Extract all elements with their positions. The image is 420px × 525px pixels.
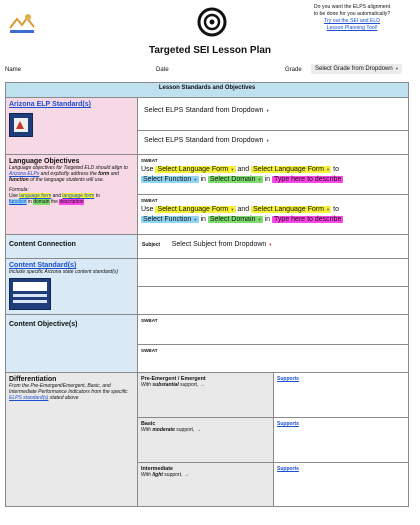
- level-name: Basic: [141, 421, 156, 427]
- grade-dropdown-value: Select Grade from Dropdown: [315, 66, 393, 72]
- elps-dropdown-1-value: Select ELPS Standard from Dropdown: [144, 107, 264, 114]
- chevron-down-icon: ▾: [395, 66, 398, 71]
- grade-label: Grade: [285, 67, 302, 73]
- level-support: With moderate support, →: [141, 427, 201, 433]
- subject-label: Subject: [142, 242, 161, 248]
- chevron-down-icon: ▾: [326, 207, 330, 212]
- description-input[interactable]: Type here to describe: [274, 216, 342, 223]
- lesson-plan-table: [5, 82, 409, 507]
- supports-cell: [274, 373, 409, 418]
- language-objectives-cell: [6, 155, 138, 235]
- swbat-label: SWBAT: [141, 198, 158, 203]
- subject-row: [138, 235, 409, 259]
- domain-dropdown[interactable]: Select Domain ▾: [209, 176, 261, 183]
- name-label: Name: [5, 67, 22, 73]
- date-label: Date: [156, 67, 169, 73]
- content-standards-desc: Include specific Arizona state content standard(s): [9, 269, 119, 275]
- content-standard-field-2[interactable]: [138, 287, 409, 315]
- chevron-down-icon: ▾: [231, 207, 234, 212]
- content-objective-field-2[interactable]: [138, 345, 409, 373]
- tool-link-2[interactable]: Lesson Planning Tool!: [326, 25, 378, 31]
- swbat-label: SWBAT: [141, 158, 158, 163]
- content-connection-title: Content Connection: [9, 241, 76, 248]
- level-basic: [138, 418, 274, 463]
- elps-standards-link[interactable]: ELPS standard(s): [9, 395, 49, 402]
- level-pre-emergent: [138, 373, 274, 418]
- differentiation-title: Differentiation: [9, 376, 57, 383]
- arizona-logo: [8, 10, 42, 36]
- differentiation-desc: From the Pre-Emergent/Emergent, Basic, and Intermediate Performance Indicators from the specific ELPS standard(s) stated above: [9, 383, 128, 402]
- chevron-down-icon: ▾: [266, 108, 269, 113]
- tool-link-1[interactable]: Try out the SEI and ELD: [323, 18, 381, 24]
- content-standards-cell: [6, 259, 138, 315]
- grade-dropdown[interactable]: [311, 64, 402, 74]
- elps-dropdown-2-value: Select ELPS Standard from Dropdown: [144, 137, 264, 144]
- arizona-badge: [9, 113, 33, 137]
- tip-line-2: to be done for you automatically?: [313, 11, 391, 17]
- content-standards-badge: [9, 278, 51, 310]
- description-input[interactable]: Type here to describe: [274, 176, 342, 183]
- chevron-down-icon: ▾: [326, 167, 330, 172]
- function-dropdown[interactable]: Select Function ▾: [143, 216, 197, 223]
- page-title: Targeted SEI Lesson Plan: [148, 45, 272, 56]
- swbat-label: SWBAT: [141, 318, 158, 323]
- chevron-down-icon: ▾: [194, 177, 197, 182]
- chevron-down-icon: ▾: [231, 167, 234, 172]
- language-objective-row-2: SWBAT Use Select Language Form ▾ and Select Language Form ▾ to Select Function ▾ in Select Domain ▾ in Type here to describe: [138, 195, 409, 235]
- content-standard-field-1[interactable]: [138, 259, 409, 287]
- level-name: Pre-Emergent / Emergent: [141, 376, 206, 382]
- arizona-elps-link[interactable]: Arizona ELPs: [9, 171, 40, 178]
- chevron-down-icon: ▾: [269, 242, 272, 247]
- language-objective-row-1: SWBAT Use Select Language Form ▾ and Select Language Form ▾ to Select Function ▾ in Select Domain ▾ in Type here to describe: [138, 155, 409, 195]
- language-form-dropdown[interactable]: Select Language Form ▾: [157, 166, 234, 173]
- chevron-down-icon: ▾: [258, 217, 261, 222]
- swbat-label: SWBAT: [141, 348, 158, 353]
- chevron-down-icon: ▾: [258, 177, 261, 182]
- elps-label-cell: [6, 98, 138, 155]
- chevron-down-icon: ▾: [266, 138, 269, 143]
- function-dropdown[interactable]: Select Function ▾: [143, 176, 197, 183]
- supports-cell: [274, 418, 409, 463]
- elps-standards-link[interactable]: Arizona ELP Standard(s): [9, 101, 91, 108]
- auto-alignment-tip: [292, 4, 412, 32]
- supports-link[interactable]: Supports: [277, 376, 299, 382]
- subject-dropdown[interactable]: Select Subject from Dropdown ▾: [171, 241, 272, 248]
- supports-link[interactable]: Supports: [277, 466, 299, 472]
- level-intermediate: [138, 463, 274, 507]
- language-form-dropdown[interactable]: Select Language Form ▾: [253, 206, 330, 213]
- formula: Formula: Use language form and language form to function in domain the description: [9, 186, 100, 206]
- tip-line-1: Do you want the ELPS alignment: [313, 4, 391, 10]
- language-objectives-title: Language Objectives: [9, 158, 80, 165]
- differentiation-cell: [6, 373, 138, 507]
- elps-dropdown-1[interactable]: [138, 98, 409, 131]
- level-support: With light support, →: [141, 472, 189, 478]
- language-form-dropdown[interactable]: Select Language Form ▾: [253, 166, 330, 173]
- content-objectives-cell: [6, 315, 138, 373]
- elps-dropdown-2[interactable]: [138, 131, 409, 155]
- language-form-dropdown[interactable]: Select Language Form ▾: [157, 206, 234, 213]
- supports-cell: [274, 463, 409, 507]
- domain-dropdown[interactable]: Select Domain ▾: [209, 216, 261, 223]
- level-name: Intermediate: [141, 466, 174, 472]
- content-connection-cell: [6, 235, 138, 259]
- content-objectives-title: Content Objective(s): [9, 321, 78, 328]
- section-header: Lesson Standards and Objectives: [6, 83, 409, 98]
- supports-link[interactable]: Supports: [277, 421, 299, 427]
- chevron-down-icon: ▾: [194, 217, 197, 222]
- content-objective-field-1[interactable]: [138, 315, 409, 345]
- target-icon: [197, 7, 227, 37]
- level-support: With substantial support, →: [141, 382, 205, 388]
- content-standards-link[interactable]: Content Standard(s): [9, 262, 77, 269]
- language-objectives-desc: Language objectives for Targeted ELD should align to Arizona ELPs and explicitly address the form and function of the language students will use.: [9, 165, 128, 184]
